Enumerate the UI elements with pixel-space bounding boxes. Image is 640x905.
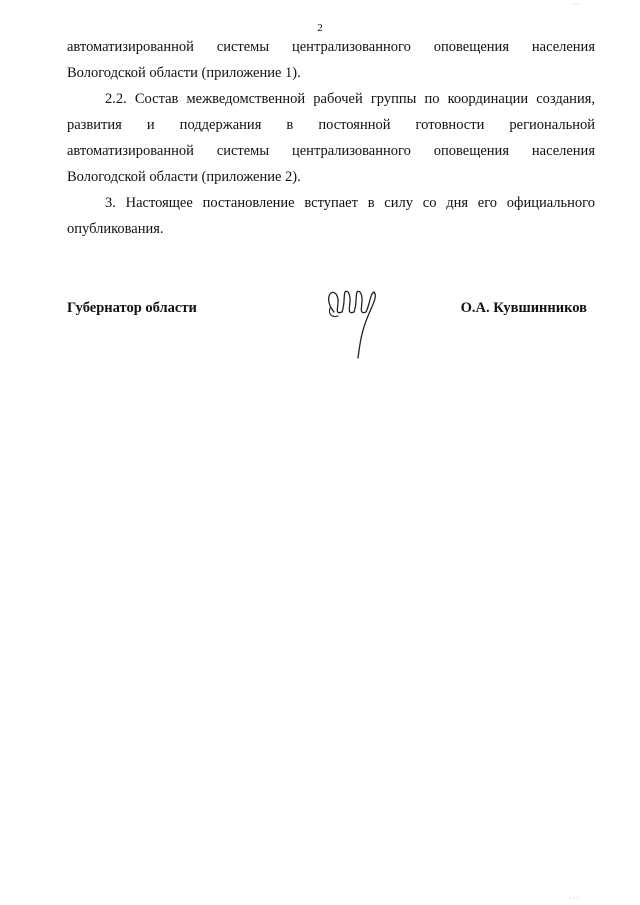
- paragraph-continuation: автоматизированной системы централизованного оповещения населения Вологодской области (приложение 1).: [67, 39, 595, 81]
- scan-mark-top: ···: [571, 0, 582, 9]
- document-body: [67, 34, 595, 242]
- scan-mark-bottom: ···: [569, 894, 580, 903]
- paragraph-item-2-2: 2.2. Состав межведомственной рабочей группы по координации создания, развития и поддержания в постоянной готовности региональной автоматизированной системы централизованного оповещения населения Вологодской области (приложение 2).: [67, 91, 595, 185]
- signatory-name: О.А. Кувшинников: [460, 300, 587, 316]
- page-number: 2: [317, 22, 323, 34]
- signatory-title: Губернатор области: [67, 300, 197, 316]
- paragraph-item-3: 3. Настоящее постановление вступает в силу со дня его официального опубликования.: [67, 195, 595, 237]
- signature-block: [67, 300, 587, 380]
- signature-icon: [322, 282, 392, 372]
